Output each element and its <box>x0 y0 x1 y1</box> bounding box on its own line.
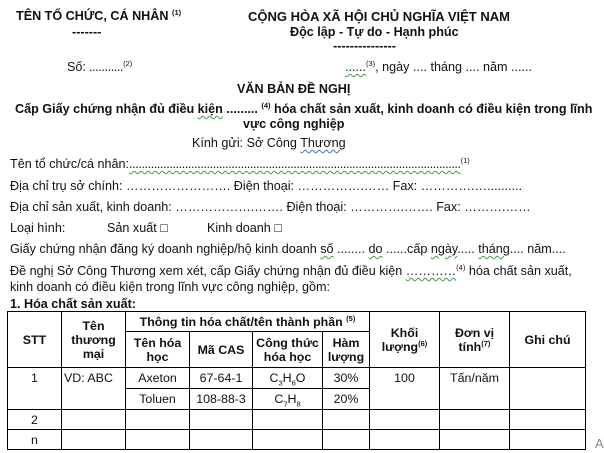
request-line-2: kinh doanh có điều kiện trong lĩnh vực công nghiệp, gồm: <box>10 280 330 294</box>
header-trade-name: Tên thương mại <box>62 312 126 368</box>
cell-chem[interactable]: Toluen <box>126 389 190 410</box>
header-volume: Khối lượng$^{(6)}$ <box>370 312 440 368</box>
cell-content[interactable]: 30% <box>323 368 370 389</box>
org-name-heading: TÊN TỔ CHỨC, CÁ NHÂN $^{(1)}$ <box>16 7 182 23</box>
type-label: Loại hình: <box>10 221 66 235</box>
doc-date: ......$^{(3)}$, ngày .... tháng .... năm ...... <box>345 58 532 74</box>
org-dash: ------- <box>72 25 102 39</box>
cell-cas[interactable] <box>190 410 253 430</box>
cell-chem[interactable]: Axeton <box>126 368 190 389</box>
checkbox-icon[interactable]: □ <box>160 221 168 235</box>
cell-stt[interactable]: 2 <box>8 410 62 430</box>
cell-cas[interactable]: 67-64-1 <box>190 368 253 389</box>
header-content: Hàm lượng <box>323 332 370 368</box>
cell-formula[interactable] <box>253 410 323 430</box>
edge-glyph: A <box>595 436 604 451</box>
subtitle-line-1: Cấp Giấy chứng nhận đủ điều kiện ......... $^{(4)}$ hóa chất sản xuất, kinh doanh có điều kiện trong lĩnh <box>15 100 593 116</box>
header-unit: Đơn vị tính$^{(7)}$ <box>440 312 510 368</box>
nation-heading: CỘNG HÒA XÃ HỘI CHỦ NGHĨA VIỆT NAM <box>248 9 510 24</box>
table-row <box>8 410 586 430</box>
cell-trade[interactable] <box>62 430 126 450</box>
cell-note[interactable] <box>510 368 586 410</box>
cell-unit[interactable]: Tấn/năm <box>440 368 510 410</box>
chemical-table <box>7 311 586 450</box>
motto-dash: --------------- <box>333 39 396 53</box>
cell-note[interactable] <box>510 410 586 430</box>
type-production-option[interactable]: Sản xuất □ <box>107 221 168 235</box>
cell-volume[interactable]: 100 <box>370 368 440 410</box>
cell-stt[interactable]: 1 <box>8 368 62 410</box>
cell-unit[interactable] <box>440 430 510 450</box>
cell-unit[interactable] <box>440 410 510 430</box>
header-formula: Công thức hóa học <box>253 332 323 368</box>
type-trade-option[interactable]: Kinh doanh □ <box>207 221 282 235</box>
header-cas: Mã CAS <box>190 332 253 368</box>
recipient: Kính gửi: Sở Công Thương <box>192 136 346 150</box>
cell-content[interactable]: 20% <box>323 389 370 410</box>
header-chem-name: Tên hóa học <box>126 332 190 368</box>
org-name-field[interactable]: Tên tổ chức/cá nhân:...........................................................................................................$^{(1)}$ <box>10 155 470 171</box>
cell-formula[interactable]: $C_7H_8$ <box>253 389 323 410</box>
table-row <box>8 430 586 450</box>
cell-stt[interactable]: n <box>8 430 62 450</box>
header-note: Ghi chú <box>510 312 586 368</box>
hq-address-field[interactable]: Địa chỉ trụ sở chính: ……………………. Điện thoại: …………….…… Fax: ………….….......... <box>10 179 523 193</box>
cell-formula[interactable]: $C_3H_6O$ <box>253 368 323 389</box>
cell-chem[interactable] <box>126 410 190 430</box>
table-row <box>8 368 586 389</box>
motto: Độc lập - Tự do - Hạnh phúc <box>290 25 459 39</box>
cell-chem[interactable] <box>126 430 190 450</box>
header-stt: STT <box>8 312 62 368</box>
section-heading: 1. Hóa chất sản xuất: <box>10 297 136 311</box>
cell-formula[interactable] <box>253 430 323 450</box>
cell-note[interactable] <box>510 430 586 450</box>
cell-cas[interactable]: 108-88-3 <box>190 389 253 410</box>
cell-volume[interactable] <box>370 410 440 430</box>
page-title: VĂN BẢN ĐỀ NGHỊ <box>237 82 351 96</box>
doc-number: Số: ...........$^{(2)}$ <box>67 58 133 74</box>
checkbox-icon[interactable]: □ <box>274 221 282 235</box>
cell-volume[interactable] <box>370 430 440 450</box>
request-line-1: Đề nghị Sở Công Thương xem xét, cấp Giấy chứng nhận đủ điều kiện …………$^{(4)}$ hóa chất sản xuất, <box>10 262 572 278</box>
cell-content[interactable] <box>323 410 370 430</box>
cell-trade[interactable] <box>62 410 126 430</box>
registration-line: Giấy chứng nhận đăng ký doanh nghiệp/hộ kinh doanh số ........ do ......cấp ngày..... tháng.... năm.... <box>10 242 566 256</box>
subtitle-line-2: vực công nghiệp <box>243 117 345 131</box>
cell-cas[interactable] <box>190 430 253 450</box>
cell-trade[interactable]: VD: ABC <box>62 368 126 410</box>
cell-content[interactable] <box>323 430 370 450</box>
plant-address-field[interactable]: Địa chỉ sản xuất, kinh doanh: ……………….……. Điện thoại: ………….……. Fax: ……….…… <box>10 200 531 214</box>
header-chem-info: Thông tin hóa chất/tên thành phần $^{(5)}$ <box>126 312 370 332</box>
